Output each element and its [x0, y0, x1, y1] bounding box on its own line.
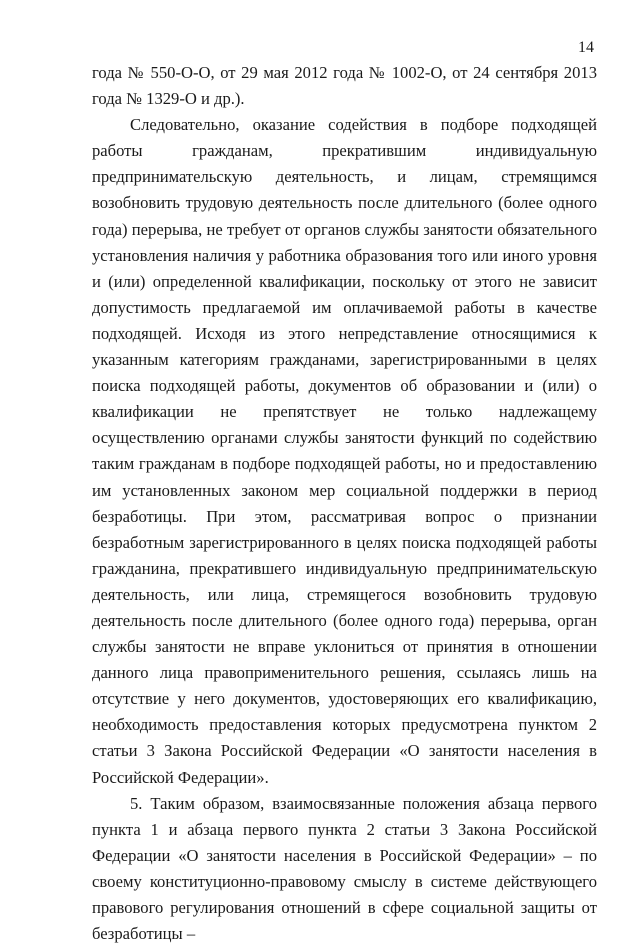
paragraph-main: Следовательно, оказание содействия в подборе подходящей работы гражданам, прекратившим индивидуальную предпринимательскую деятельность, и лицам, стремящимся возобновить трудовую деятельность после длительного (более одного года) перерыва, не требует от органов службы занятости обязательного установления наличия у работника образования того или иного уровня и (или) определенной квалификации, поскольку от этого не зависит допустимость предлагаемой им оплачиваемой работы в качестве подходящей. Исходя из этого непредставление относящимися к указанным категориям гражданами, зарегистрированными в целях поиска подходящей работы, документов об образовании и (или) о квалификации не препятствует не только надлежащему осуществлению органами службы занятости функций по содействию таким гражданам в подборе подходящей работы, но и предоставлению им установленных законом мер социальной поддержки в период безработицы. При этом, рассматривая вопрос о признании безработным зарегистрированного в целях поиска подходящей работы гражданина, прекратившего индивидуальную предпринимательскую деятельность, или лица, стремящегося возобновить трудовую деятельность после длительного (более одного года) перерыва, орган службы занятости не вправе уклониться от принятия в отношении данного лица правоприменительного решения, ссылаясь лишь на отсутствие у него документов, удостоверяющих его квалификацию, необходимость предоставления которых предусмотрена пунктом 2 статьи 3 Закона Российской Федерации «О занятости населения в Российской Федерации». — [92, 115, 597, 787]
document-body — [92, 60, 597, 947]
paragraph-continuation: года № 550-О-О, от 29 мая 2012 года № 1002-О, от 24 сентября 2013 года № 1329-О и др.). — [92, 63, 597, 109]
page-number: 14 — [578, 39, 594, 56]
paragraph-section-5: 5. Таким образом, взаимосвязанные положения абзаца первого пункта 1 и абзаца первого пункта 2 статьи 3 Закона Российской Федерации «О занятости населения в Российской Федерации» – по своему конституционно-правовому смыслу в системе действующего правового регулирования отношений в сфере социальной защиты от безработицы – — [92, 793, 597, 944]
